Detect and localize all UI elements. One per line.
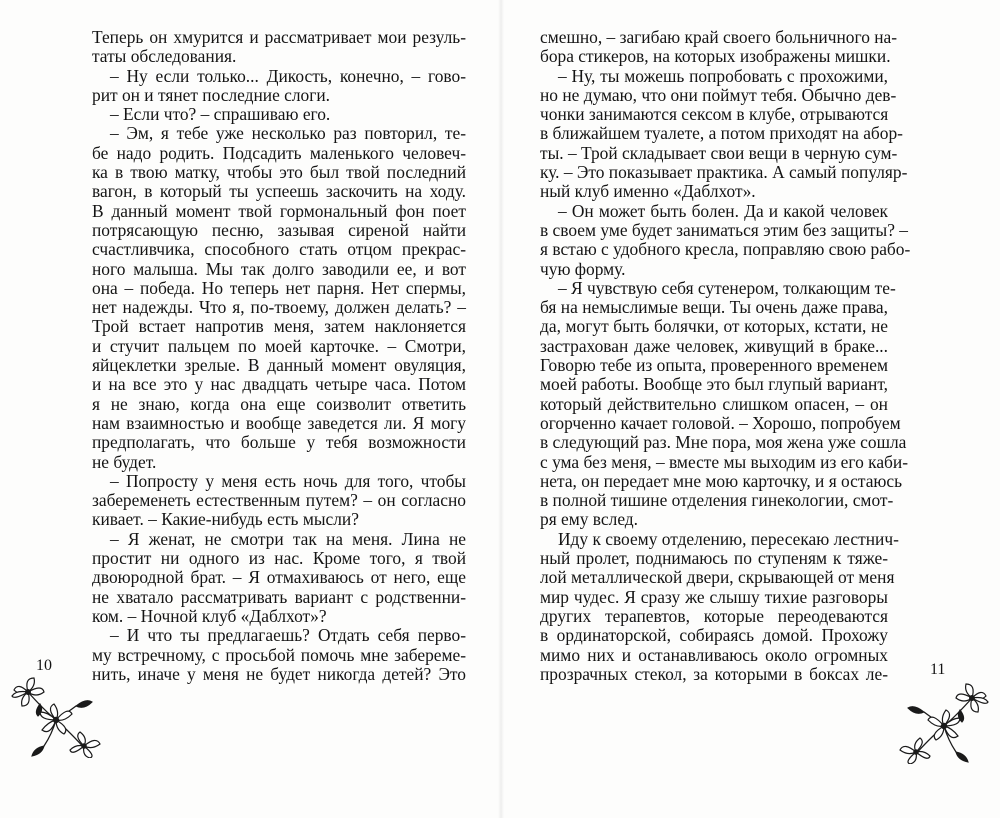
text-line: других терапевтов, которые переодеваются bbox=[540, 605, 888, 626]
right-page-text bbox=[540, 27, 911, 684]
text-line: и стучит пальцем по моей карточке. – Смотри, bbox=[92, 335, 466, 356]
text-line: не хватало рассматривать вариант с родственни- bbox=[92, 586, 466, 607]
text-line: бя на немыслимые вещи. Ты очень даже права, bbox=[540, 297, 888, 318]
text-line: с ума без меня, – вместе мы выходим из его каби- bbox=[540, 451, 908, 472]
book-gutter bbox=[498, 0, 504, 818]
text-line: в полной тишине отделения гинекологии, смот- bbox=[540, 490, 894, 511]
text-line: ного малыша. Мы так долго заводили ее, и вот bbox=[92, 258, 466, 279]
text-line: простит ни одного из нас. Кроме того, я твой bbox=[92, 548, 466, 569]
text-line: Трой встает напротив меня, затем наклоняется bbox=[92, 316, 466, 337]
flower-ornament-icon bbox=[898, 682, 990, 764]
text-line: предполагать, что больше у тебя возможности bbox=[92, 432, 466, 453]
text-line: прозрачных стекол, за которыми в боксах ле- bbox=[540, 663, 888, 684]
text-line: не будет. bbox=[92, 451, 157, 472]
text-line: кивает. – Какие-нибудь есть мысли? bbox=[92, 509, 359, 530]
text-line: который действительно слишком опасен, – он bbox=[540, 393, 888, 414]
text-line: потрясающую песню, зазывая сиреной найти bbox=[92, 219, 466, 240]
text-line: – Я женат, не смотри так на меня. Лина не bbox=[110, 528, 466, 549]
text-line: – Если что? – спрашиваю его. bbox=[110, 104, 331, 125]
text-line: ный пролет, поднимаюсь по ступеням к тяже- bbox=[540, 548, 888, 569]
text-line: в следующий раз. Мне пора, моя жена уже сошла bbox=[540, 432, 907, 453]
text-line: – Ну, ты можешь попробовать с прохожими, bbox=[558, 65, 888, 86]
text-line: мимо них и останавливаюсь около огромных bbox=[540, 644, 888, 665]
text-line: ку. – Это показывает практика. А самый популяр- bbox=[540, 162, 908, 183]
page-number-right: 11 bbox=[930, 661, 946, 678]
text-line: я встаю с удобного кресла, поправляю свою рабо- bbox=[540, 239, 911, 260]
page-number-left: 10 bbox=[36, 657, 52, 674]
text-line: В данный момент твой гормональный фон поет bbox=[92, 200, 466, 221]
text-line: вагон, в который ты успеешь заскочить на ходу. bbox=[92, 181, 466, 202]
text-line: рит он и тянет последние слоги. bbox=[92, 84, 331, 105]
text-line: и на все это у нас двадцать четыре часа. Потом bbox=[92, 374, 466, 395]
text-line: да, могут быть болячки, от которых, кстати, не bbox=[540, 316, 888, 337]
flower-ornament-icon bbox=[10, 676, 102, 758]
text-line: таты обследования. bbox=[92, 46, 237, 67]
left-page-text bbox=[92, 28, 466, 684]
text-line: – Ну если только... Дикость, конечно, – гово- bbox=[110, 65, 466, 86]
text-line: нет надежды. Что я, по-твоему, должен делать? – bbox=[92, 297, 466, 318]
text-line: ный клуб именно «Даблхот». bbox=[540, 181, 756, 202]
text-line: – И что ты предлагаешь? Отдать себя перво- bbox=[110, 625, 466, 646]
text-line: – Он может быть болен. Да и какой человек bbox=[558, 200, 888, 221]
text-line: в ординаторской, собираясь домой. Прохожу bbox=[540, 625, 888, 646]
text-line: двоюродной брат. – Я отмахиваюсь от него, еще bbox=[92, 567, 466, 588]
text-line: нета, он передает мне мою карточку, и я остаюсь bbox=[540, 470, 903, 491]
text-line: забеременеть естественным путем? – он согласно bbox=[92, 490, 466, 511]
text-line: Теперь он хмурится и рассматривает мои резуль- bbox=[92, 27, 466, 47]
text-line: ком. – Ночной клуб «Даблхот»? bbox=[92, 605, 327, 626]
text-line: мир чудес. Я сразу же слышу тихие разговоры bbox=[540, 586, 888, 607]
text-line: чонки занимаются сексом в клубе, отрываются bbox=[540, 104, 889, 125]
text-line: – Попросту у меня есть ночь для того, чтобы bbox=[110, 470, 466, 491]
text-line: ка в твою матку, чтобы это был твой последний bbox=[92, 162, 466, 183]
text-line: она – победа. Но теперь нет парня. Нет спермы, bbox=[92, 277, 466, 298]
text-line: чую форму. bbox=[540, 258, 626, 279]
text-line: бора стикеров, на которых изображены мишки. bbox=[540, 46, 891, 67]
text-line: Иду к своему отделению, пересекаю лестнич- bbox=[558, 528, 899, 549]
text-line: огорченно качает головой. – Хорошо, попробуем bbox=[540, 412, 901, 433]
text-line: му встречному, с просьбой помочь мне забереме- bbox=[92, 644, 466, 665]
text-line: лой металлической двери, скрывающей от меня bbox=[540, 567, 895, 588]
text-line: бе надо родить. Подсадить маленького человеч- bbox=[92, 142, 466, 163]
text-line: ря ему вслед. bbox=[540, 509, 639, 530]
text-line: я не знаю, когда она еще соизволит ответить bbox=[92, 393, 466, 414]
text-line: – Я чувствую себя сутенером, толкающим те- bbox=[558, 277, 896, 298]
text-line: счастливчика, способного стать отцом прекрас- bbox=[92, 239, 466, 260]
text-line: нам взаимностью и вообще заведется ли. Я могу bbox=[92, 412, 466, 433]
text-line: но не думаю, что они поймут тебя. Обычно дев- bbox=[540, 84, 897, 105]
text-line: застрахован даже человек, живущий в браке... bbox=[540, 335, 888, 356]
text-line: яйцеклетки зрелые. В данный момент овуляция, bbox=[92, 355, 466, 376]
text-line: – Эм, я тебе уже несколько раз повторил, те- bbox=[110, 123, 466, 144]
text-line: смешно, – загибаю край своего больничного на- bbox=[540, 27, 898, 47]
text-line: Говорю тебе из опыта, проверенного временем bbox=[540, 355, 888, 376]
text-line: моей работы. Вообще это был глупый вариант, bbox=[540, 374, 888, 395]
text-line: в ближайшем туалете, а потом приходят на абор- bbox=[540, 123, 903, 144]
text-line: в своем уме будет заниматься этим без защиты? – bbox=[540, 219, 908, 240]
text-line: ты. – Трой складывает свои вещи в черную сум- bbox=[540, 142, 898, 163]
text-line: нить, иначе у меня не будет никогда детей? Это bbox=[92, 663, 466, 684]
